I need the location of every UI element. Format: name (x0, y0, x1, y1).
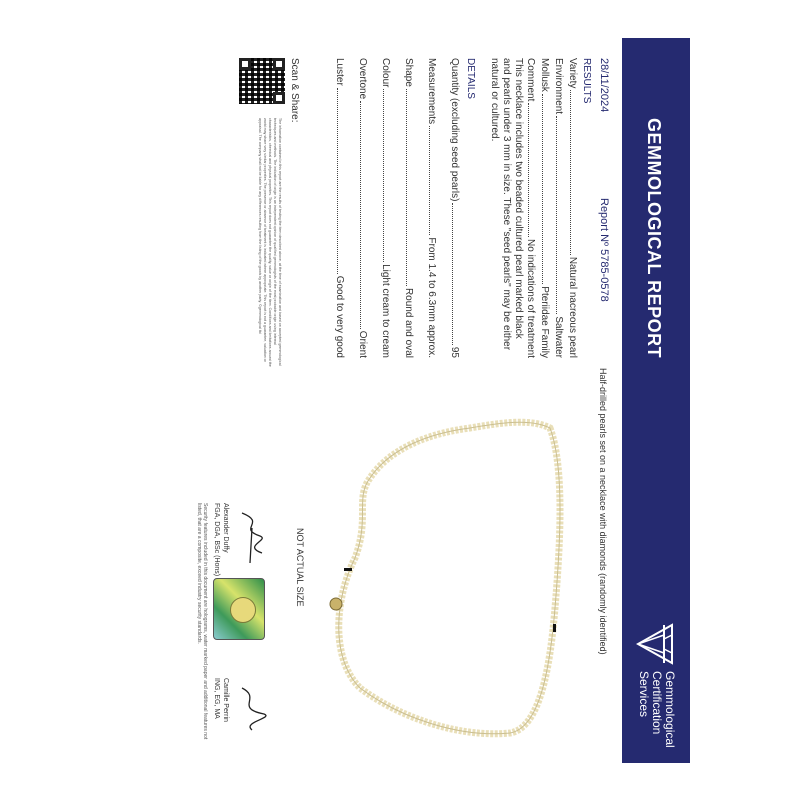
row-label: Shape (403, 58, 414, 87)
details-row-shape (403, 58, 414, 358)
row-label: Measurements (426, 58, 437, 125)
leader-dots (383, 89, 391, 262)
logo-line-3: Services (637, 671, 651, 718)
gcs-logo (628, 623, 678, 753)
leader-dots (556, 116, 564, 314)
security-hologram (213, 578, 265, 640)
report-number: Report Nº 5785-0578 (598, 198, 610, 302)
row-value: Pteriidae Family (539, 286, 550, 358)
row-label: Variety (567, 58, 578, 89)
gcs-logo-icon (636, 623, 678, 665)
leader-dots (429, 126, 437, 235)
row-value: Round and oval (403, 287, 414, 358)
leader-dots (542, 94, 550, 284)
details-row-quantity (449, 58, 460, 358)
details-row-measurements (426, 58, 437, 358)
signatory-2-name: Camille Perrin (222, 678, 229, 722)
row-value: Light cream to cream (380, 264, 391, 358)
row-label: Quantity (excluding seed pearls) (449, 58, 460, 202)
row-value: No indications of treatment (525, 239, 536, 358)
qr-finder (273, 92, 285, 104)
qr-code[interactable] (239, 58, 285, 104)
row-value: Good to very good (334, 275, 345, 358)
qr-finder (273, 58, 285, 70)
row-value: 95 (449, 346, 460, 358)
signatory-1-credentials: FGA, DGA, BSc (Hons) (213, 503, 220, 577)
details-row-colour (380, 58, 391, 358)
signatory-1-name: Alexander Duffy (222, 503, 229, 553)
leader-dots (570, 90, 578, 254)
logo-wordmark (637, 671, 676, 748)
report-page (110, 38, 690, 763)
signature-mark-2 (232, 678, 272, 738)
leader-dots (406, 89, 414, 286)
results-row-comment (525, 58, 536, 358)
logo-line-2: Certification (650, 671, 664, 735)
row-value: Natural nacreous pearl (567, 256, 578, 358)
row-label: Comment (525, 58, 536, 102)
comment-text: This necklace includes two beaded cultured pearl marked black and pearls under 3 mm in size. These "seed pearls" may be either natural or cultured. (489, 58, 524, 351)
results-row-mollusk (539, 58, 550, 358)
logo-line-1: Gemmological (663, 671, 677, 748)
leader-dots (360, 101, 368, 329)
pearl-necklace-image (320, 408, 570, 748)
row-value: From 1.4 to 6.3mm approx. (426, 237, 437, 358)
necklace-caption: Half-drilled pearls set on a necklace with diamonds (randomly identified) (598, 368, 608, 655)
leader-dots (337, 88, 345, 274)
details-row-overtone (357, 58, 368, 358)
results-row-variety (567, 58, 578, 358)
results-row-environment (553, 58, 564, 358)
report-title: GEMMOLOGICAL REPORT (644, 118, 664, 359)
results-heading: RESULTS (581, 58, 592, 104)
leader-dots (528, 103, 536, 237)
row-value: Saltwater (553, 316, 564, 358)
security-note: Security features included in this document are holograms, water marked paper and additional features not listed, that are a composite, exceed industry security standards. (196, 503, 208, 740)
not-actual-size-label: NOT ACTUAL SIZE (295, 528, 305, 607)
signature-mark-1 (232, 508, 272, 568)
scan-share-label: Scan & Share: (289, 58, 300, 123)
row-label: Environment (553, 58, 564, 115)
details-heading: DETAILS (465, 58, 476, 99)
signatory-2 (212, 678, 230, 722)
row-value: Orient (357, 330, 368, 358)
row-label: Luster (334, 58, 345, 86)
hologram-seal (230, 597, 256, 623)
signatory-1 (212, 503, 230, 576)
signatory-2-credentials: ING, EG, MA (213, 678, 220, 719)
row-label: Overtone (357, 58, 368, 100)
row-label: Mollusk (539, 58, 550, 92)
details-row-luster (334, 58, 345, 358)
report-date: 28/11/2024 (598, 58, 610, 113)
disclaimer-text: The information contained in this report are the results of testing the item described above, at the time of examination and based on accepted gemmological techniques and methods. The indication of origin is an independent opinion of qualified gemmologists of the most probable origin using internal characteristics, chemical and physical properties. This report does not guarantee the quality, value or origin of the item. Conditions and limitations around the world may share very similar properties. The presence or absence of treatment is indicated where appropriate. This report is not a guarantee, valuation or appraisal. The company shall not be liable for any differences resulting from the listing of the goods by another party. ©gemmological ltd (258, 118, 282, 367)
row-label: Colour (380, 58, 391, 88)
leader-dots (452, 203, 460, 344)
qr-finder (239, 58, 251, 70)
header-band (622, 38, 690, 763)
